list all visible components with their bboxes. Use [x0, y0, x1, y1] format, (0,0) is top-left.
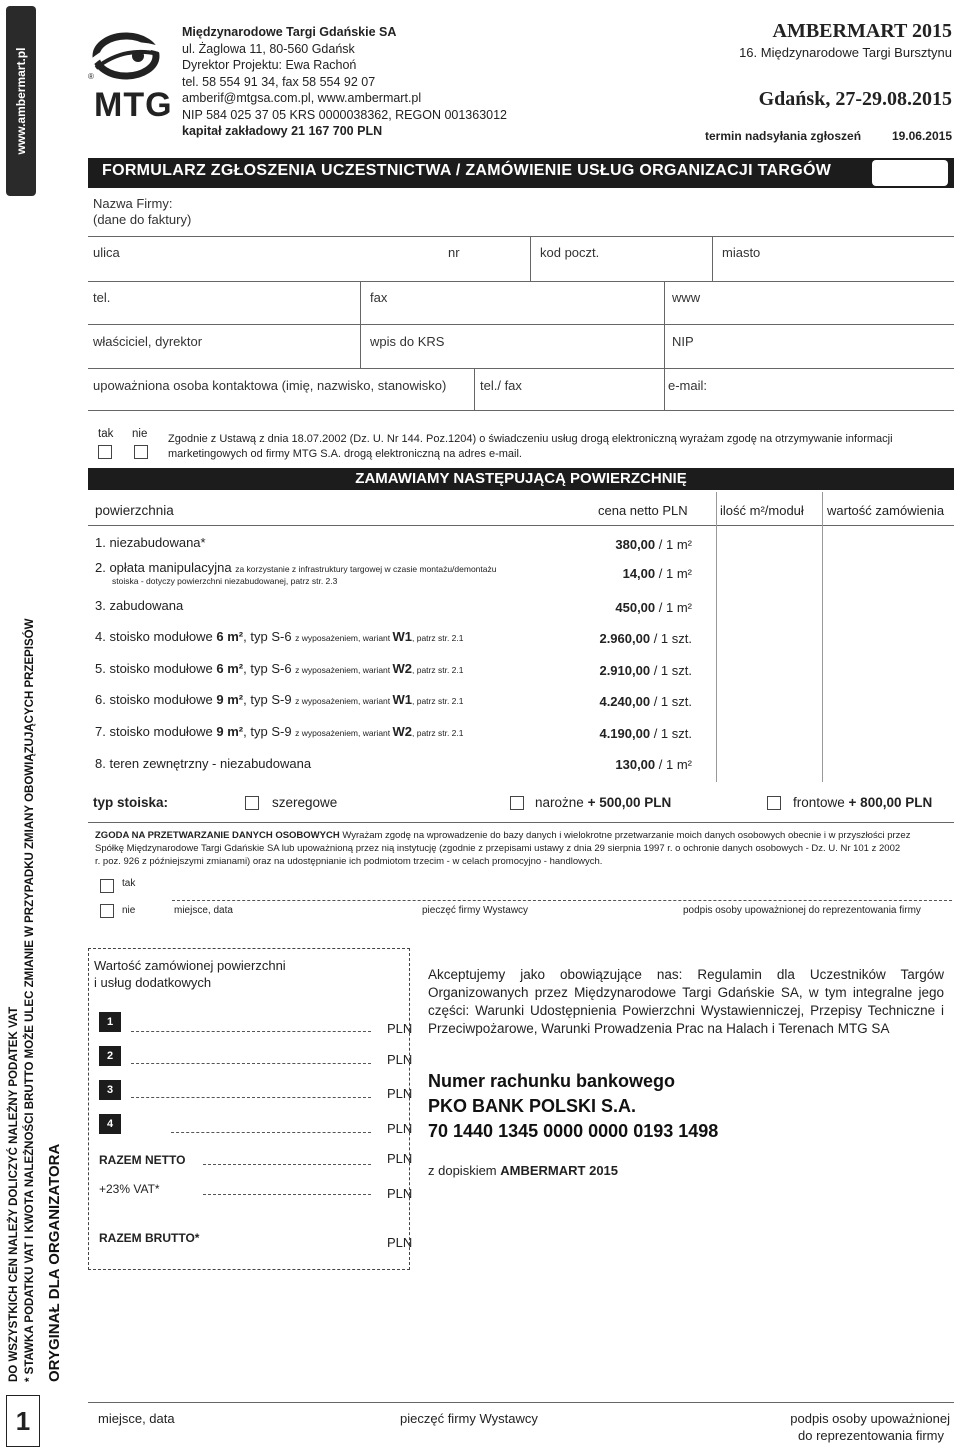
order-row-1-input[interactable] [131, 1031, 371, 1032]
contact-person-field[interactable]: upoważniona osoba kontaktowa (imię, nazwisko, stanowisko) [93, 378, 447, 393]
consent-text-1: Zgodnie z Ustawą z dnia 18.07.2002 (Dz. U. Nr 144. Poz.1204) o świadczeniu usług drogą elektroniczną wyrażam zgodę na otrzymywanie informacji [168, 433, 893, 445]
order-row-3-currency: PLN [387, 1086, 413, 1101]
side-url-badge [6, 6, 36, 196]
stand-row-checkbox[interactable] [245, 796, 259, 810]
divider [360, 282, 361, 368]
bank-title: Numer rachunku bankowego [428, 1071, 676, 1091]
gdpr-place-date: miejsce, data [174, 905, 233, 916]
event-dates: Gdańsk, 27-29.08.2015 [758, 88, 952, 110]
company-phone: tel. 58 554 91 34, fax 58 554 92 07 [182, 74, 376, 89]
event-name: AMBERMART 2015 [772, 20, 952, 42]
space-item-6: 6. stoisko modułowe 9 m², typ S-9 z wyposażeniem, wariant W1, patrz str. 2.1 [95, 692, 464, 707]
space-item-3: 3. zabudowana [95, 598, 184, 613]
order-row-3-input[interactable] [131, 1097, 371, 1098]
registration-number-box[interactable] [872, 160, 948, 186]
gdpr-line-1: ZGODA NA PRZETWARZANIE DANYCH OSOBOWYCH Wyrażam zgodę na wprowadzenie do bazy danych i wielokrotne przetwarzanie moich danych osobowych obecnie i w przyszłości przez [95, 830, 911, 841]
consent-no-label: nie [132, 428, 148, 440]
company-capital: kapitał zakładowy 21 167 700 PLN [182, 124, 383, 138]
company-address: ul. Żaglowa 11, 80-560 Gdańsk [182, 41, 355, 56]
divider [88, 525, 954, 526]
order-row-4-currency: PLN [387, 1121, 413, 1136]
stand-row-label: szeregowe [272, 795, 338, 810]
footer-signature-2: do reprezentowania firmy [798, 1428, 944, 1443]
space-item-5-price: 2.910,00 / 1 szt. [599, 663, 692, 678]
order-title-2: i usług dodatkowych [94, 975, 212, 990]
vat-note-1: DO WSZYSTKICH CEN NALEŻY DOLICZYĆ NALEŻNY PODATEK VAT [8, 1006, 20, 1382]
order-row-4-input[interactable] [171, 1132, 371, 1133]
order-row-4-number: 4 [99, 1114, 121, 1134]
divider [88, 281, 954, 282]
order-row-2-number: 2 [99, 1046, 121, 1066]
bank-note: z dopiskiem AMBERMART 2015 [428, 1163, 619, 1178]
footer-signature-1: podpis osoby upoważnionej [790, 1411, 950, 1426]
gdpr-signature: podpis osoby upoważnionej do reprezentowania firmy [683, 905, 921, 916]
company-email: amberif@mtgsa.com.pl, www.ambermart.pl [182, 91, 422, 105]
order-value-box [88, 948, 413, 1270]
gdpr-yes-label: tak [122, 878, 136, 889]
order-net-currency: PLN [387, 1151, 413, 1166]
order-row-2-currency: PLN [387, 1052, 413, 1067]
divider [88, 236, 954, 237]
gdpr-yes-checkbox[interactable] [100, 879, 114, 893]
footer-stamp: pieczęć firmy Wystawcy [400, 1411, 538, 1426]
divider [88, 368, 954, 369]
project-director: Dyrektor Projektu: Ewa Rachoń [182, 58, 357, 72]
order-title-1: Wartość zamówionej powierzchni [94, 958, 286, 973]
space-item-2: 2. opłata manipulacyjna za korzystanie z infrastruktury targowej w czasie montażu/demontażu [95, 560, 497, 575]
contact-telfax-field[interactable]: tel./ fax [480, 378, 522, 393]
col-value-header: wartość zamówienia [827, 503, 945, 518]
number-field[interactable]: nr [448, 245, 460, 260]
gdpr-stamp: pieczęć firmy Wystawcy [422, 905, 529, 916]
city-field[interactable]: miasto [722, 245, 761, 260]
stand-corner-label: narożne + 500,00 PLN [535, 795, 672, 810]
divider [664, 282, 665, 410]
stand-front-label: frontowe + 800,00 PLN [793, 795, 933, 810]
krs-field[interactable]: wpis do KRS [370, 334, 445, 349]
bank-account: 70 1440 1345 0000 0000 0193 1498 [428, 1121, 719, 1141]
footer-place-date: miejsce, data [98, 1411, 175, 1426]
order-gross-currency: PLN [387, 1235, 413, 1250]
divider [530, 237, 531, 281]
space-item-2-note: stoiska - dotyczy powierzchni niezabudowanej, patrz str. 2.3 [112, 576, 338, 586]
space-item-7: 7. stoisko modułowe 9 m², typ S-9 z wyposażeniem, wariant W2, patrz str. 2.1 [95, 724, 464, 739]
stand-type-label: typ stoiska: [93, 795, 169, 810]
order-row-2-input[interactable] [131, 1063, 371, 1064]
form-banner [88, 158, 954, 188]
order-row-1-number: 1 [99, 1012, 121, 1032]
mtg-logo [88, 28, 173, 128]
space-item-1: 1. niezabudowana* [95, 535, 206, 550]
stand-corner-checkbox[interactable] [510, 796, 524, 810]
page-number: 1 [6, 1395, 40, 1447]
consent-yes-label: tak [98, 428, 114, 440]
vat-note-2: * STAWKA PODATKU VAT I KWOTA NALEŻNOŚCI BRUTTO MOŻE ULEC ZMIANIE W PRZYPADKU ZMIANY OBOWIĄZUJĄCYCH PRZEPISÓW [24, 618, 36, 1382]
footer-line [88, 1402, 954, 1403]
space-item-2-price: 14,00 / 1 m² [622, 566, 692, 581]
space-item-5: 5. stoisko modułowe 6 m², typ S-6 z wyposażeniem, wariant W2, patrz str. 2.1 [95, 661, 464, 676]
company-name-label: Nazwa Firmy: [93, 196, 173, 211]
www-field[interactable]: www [672, 290, 701, 305]
consent-yes-checkbox[interactable] [98, 445, 112, 459]
space-item-1-price: 380,00 / 1 m² [615, 537, 692, 552]
divider [822, 492, 823, 782]
divider [88, 324, 954, 325]
postal-code-field[interactable]: kod poczt. [540, 245, 600, 260]
divider [712, 237, 713, 281]
space-item-4: 4. stoisko modułowe 6 m², typ S-6 z wyposażeniem, wariant W1, patrz str. 2.1 [95, 629, 464, 644]
col-area-header: powierzchnia [95, 503, 174, 518]
bank-name: PKO BANK POLSKI S.A. [428, 1096, 637, 1116]
fax-field[interactable]: fax [370, 290, 388, 305]
original-label: ORYGINAŁ DLA ORGANIZATORA [46, 1143, 63, 1382]
consent-no-checkbox[interactable] [134, 445, 148, 459]
order-vat-label: +23% VAT* [99, 1182, 160, 1196]
gdpr-no-checkbox[interactable] [100, 904, 114, 918]
order-net-label: RAZEM NETTO [99, 1153, 186, 1167]
street-field[interactable]: ulica [93, 245, 120, 260]
company-ids: NIP 584 025 37 05 KRS 0000038362, REGON 001363012 [182, 107, 508, 122]
space-item-8: 8. teren zewnętrzny - niezabudowana [95, 756, 312, 771]
order-vat-currency: PLN [387, 1186, 413, 1201]
divider [88, 410, 954, 411]
invoice-note: (dane do faktury) [93, 212, 192, 227]
gdpr-line-2: Spółkę Międzynarodowe Targi Gdańskie SA lub upoważnioną przez nią instytucję (zgodnie z przepisami ustawy z dnia 29 sierpnia 1997 r. o ochronie danych osobowych - Dz. U. Nr 101 z 2002 [95, 843, 901, 854]
space-item-4-price: 2.960,00 / 1 szt. [599, 631, 692, 646]
side-url-text: www.ambermart.pl [14, 47, 28, 155]
company-name: Międzynarodowe Targi Gdańskie SA [182, 25, 397, 39]
logo-reg: ® [88, 72, 94, 81]
owner-field[interactable]: właściciel, dyrektor [93, 334, 203, 349]
event-subtitle: 16. Międzynarodowe Targi Bursztynu [739, 45, 952, 60]
divider [716, 492, 717, 782]
divider [88, 822, 954, 823]
stand-front-checkbox[interactable] [767, 796, 781, 810]
deadline-date: 19.06.2015 [891, 129, 952, 143]
space-item-3-price: 450,00 / 1 m² [615, 600, 692, 615]
col-qty-header: ilość m²/moduł [720, 503, 804, 518]
order-row-1-currency: PLN [387, 1021, 413, 1036]
terms-text: Akceptujemy jako obowiązujące nas: Regulamin dla Uczestników Targów Organizowanych przez Międzynarodowe Targi Gdańskie SA, w tym integralne jego części: Warunki Udostępnienia Powierzchni Wystawienniczej, Przepisy Techniczne i Przeciwpożarowe, Warunki Prowadzenia Prac na Halach i Terenach MTG SA [428, 967, 944, 1036]
col-price-header: cena netto PLN [598, 503, 688, 518]
order-gross-label: RAZEM BRUTTO* [99, 1231, 200, 1245]
space-item-6-price: 4.240,00 / 1 szt. [599, 694, 692, 709]
space-section-title: ZAMAWIAMY NASTĘPUJĄCĄ POWIERZCHNIĘ [88, 468, 954, 490]
deadline-label: termin nadsyłania zgłoszeń [705, 129, 862, 143]
tel-field[interactable]: tel. [93, 290, 111, 305]
order-vat-input[interactable] [203, 1194, 371, 1195]
gdpr-signature-line[interactable] [172, 900, 952, 901]
nip-field[interactable]: NIP [672, 334, 694, 349]
order-row-3-number: 3 [99, 1080, 121, 1100]
email-field[interactable]: e-mail: [668, 378, 708, 393]
logo-text: MTG [94, 86, 173, 124]
consent-text-2: marketingowych od firmy MTG S.A. drogą elektroniczną na adres e-mail. [168, 448, 522, 460]
space-item-7-price: 4.190,00 / 1 szt. [599, 726, 692, 741]
space-item-8-price: 130,00 / 1 m² [615, 757, 692, 772]
divider [474, 369, 475, 410]
gdpr-no-label: nie [122, 905, 136, 916]
form-title: FORMULARZ ZGŁOSZENIA UCZESTNICTWA / ZAMÓWIENIE USŁUG ORGANIZACJI TARGÓW [102, 162, 832, 179]
gdpr-line-3: r. poz. 926 z późniejszymi zmianami) oraz na udostępnianie ich podmiotom trzecim - w celach promocyjno - handlowych. [95, 856, 603, 867]
order-net-input[interactable] [203, 1164, 371, 1165]
